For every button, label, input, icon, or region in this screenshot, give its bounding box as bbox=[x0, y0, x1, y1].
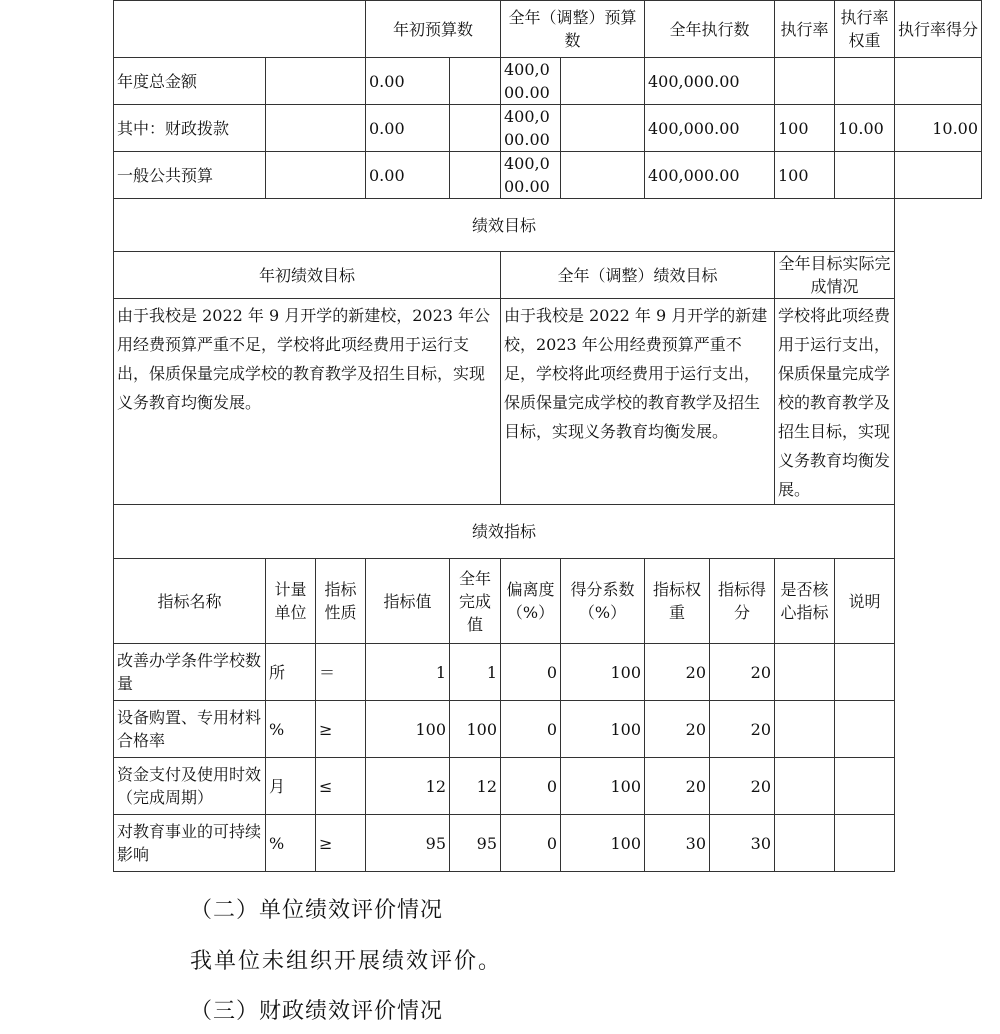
initial-value: 0.00 bbox=[366, 58, 450, 105]
indicator-row bbox=[114, 815, 982, 872]
col-header-done: 全年完成值 bbox=[450, 559, 501, 644]
indicator-name: 改善办学条件学校数量 bbox=[114, 644, 266, 701]
budget-header-row bbox=[114, 1, 982, 58]
adjusted-goal-text: 由于我校是 2022 年 9 月开学的新建校，2023 年公用经费预算严重不足，学校将此项经费用于运行支出，保质保量完成学校的教育教学及招生目标，实现义务教育均衡发展。 bbox=[501, 299, 775, 505]
col-header-nature: 指标性质 bbox=[316, 559, 366, 644]
budget-row bbox=[114, 105, 982, 152]
goals-title: 绩效目标 bbox=[114, 199, 895, 252]
indicator-core bbox=[775, 815, 835, 872]
empty-cell bbox=[266, 58, 366, 105]
empty-cell bbox=[561, 105, 645, 152]
indicator-target: 95 bbox=[366, 815, 450, 872]
indicator-score: 20 bbox=[710, 758, 775, 815]
indicator-target: 100 bbox=[366, 701, 450, 758]
indicator-name: 对教育事业的可持续影响 bbox=[114, 815, 266, 872]
indicator-deviation: 0 bbox=[501, 644, 561, 701]
empty-cell bbox=[450, 152, 501, 199]
score-value: 10.00 bbox=[895, 105, 982, 152]
empty-cell bbox=[266, 152, 366, 199]
indicator-coefficient: 100 bbox=[561, 644, 645, 701]
weight-value bbox=[835, 58, 895, 105]
empty-cell bbox=[561, 58, 645, 105]
indicator-deviation: 0 bbox=[501, 815, 561, 872]
empty-cell bbox=[450, 58, 501, 105]
indicator-row bbox=[114, 644, 982, 701]
goals-header-row bbox=[114, 252, 982, 299]
indicator-coefficient: 100 bbox=[561, 701, 645, 758]
indicator-unit: 月 bbox=[266, 758, 316, 815]
indicator-row bbox=[114, 701, 982, 758]
executed-value: 400,000.00 bbox=[645, 105, 775, 152]
indicator-done: 12 bbox=[450, 758, 501, 815]
indicator-name: 设备购置、专用材料合格率 bbox=[114, 701, 266, 758]
indicator-row bbox=[114, 758, 982, 815]
weight-value: 10.00 bbox=[835, 105, 895, 152]
col-header-note: 说明 bbox=[835, 559, 895, 644]
section2-body: 我单位未组织开展绩效评价。 bbox=[190, 949, 503, 974]
indicator-done: 95 bbox=[450, 815, 501, 872]
indicator-note bbox=[835, 815, 895, 872]
col-header-name: 指标名称 bbox=[114, 559, 266, 644]
indicators-title-row bbox=[114, 505, 982, 559]
budget-row-label: 年度总金额 bbox=[114, 58, 266, 105]
score-value bbox=[895, 58, 982, 105]
score-value bbox=[895, 152, 982, 199]
goals-title-row bbox=[114, 199, 982, 252]
indicator-target: 12 bbox=[366, 758, 450, 815]
rate-value: 100 bbox=[775, 105, 835, 152]
indicator-note bbox=[835, 701, 895, 758]
rate-value bbox=[775, 58, 835, 105]
section3-heading: （三）财政绩效评价情况 bbox=[190, 999, 444, 1024]
indicator-core bbox=[775, 758, 835, 815]
initial-budget-header: 年初预算数 bbox=[366, 1, 501, 58]
weight-value bbox=[835, 152, 895, 199]
col-header-target: 指标值 bbox=[366, 559, 450, 644]
rate-value: 100 bbox=[775, 152, 835, 199]
actual-goal-header: 全年目标实际完成情况 bbox=[775, 252, 895, 299]
indicator-score: 30 bbox=[710, 815, 775, 872]
indicator-weight: 20 bbox=[645, 758, 710, 815]
indicator-nature: ≥ bbox=[316, 701, 366, 758]
executed-value: 400,000.00 bbox=[645, 58, 775, 105]
adjusted-goal-header: 全年（调整）绩效目标 bbox=[501, 252, 775, 299]
budget-row bbox=[114, 152, 982, 199]
initial-goal-header: 年初绩效目标 bbox=[114, 252, 501, 299]
indicator-note bbox=[835, 758, 895, 815]
adjusted-value: 400,000.00 bbox=[501, 152, 561, 199]
indicator-note bbox=[835, 644, 895, 701]
indicator-unit: % bbox=[266, 815, 316, 872]
indicator-nature: ≥ bbox=[316, 815, 366, 872]
indicator-done: 1 bbox=[450, 644, 501, 701]
empty-cell bbox=[450, 105, 501, 152]
initial-value: 0.00 bbox=[366, 105, 450, 152]
empty-cell bbox=[561, 152, 645, 199]
performance-table bbox=[113, 0, 982, 872]
empty-cell bbox=[266, 105, 366, 152]
indicator-nature: ＝ bbox=[316, 644, 366, 701]
indicator-nature: ≤ bbox=[316, 758, 366, 815]
col-header-coefficient: 得分系数（%） bbox=[561, 559, 645, 644]
executed-header: 全年执行数 bbox=[645, 1, 775, 58]
indicator-core bbox=[775, 701, 835, 758]
adjusted-budget-header: 全年（调整）预算数 bbox=[501, 1, 645, 58]
weight-header: 执行率权重 bbox=[835, 1, 895, 58]
indicator-target: 1 bbox=[366, 644, 450, 701]
indicator-score: 20 bbox=[710, 701, 775, 758]
indicator-unit: % bbox=[266, 701, 316, 758]
adjusted-value: 400,000.00 bbox=[501, 105, 561, 152]
budget-row bbox=[114, 58, 982, 105]
adjusted-value: 400,000.00 bbox=[501, 58, 561, 105]
col-header-weight: 指标权重 bbox=[645, 559, 710, 644]
col-header-core: 是否核心指标 bbox=[775, 559, 835, 644]
budget-row-label: 其中：财政拨款 bbox=[114, 105, 266, 152]
section2-heading: （二）单位绩效评价情况 bbox=[190, 898, 444, 923]
score-header: 执行率得分 bbox=[895, 1, 982, 58]
indicator-unit: 所 bbox=[266, 644, 316, 701]
rate-header: 执行率 bbox=[775, 1, 835, 58]
indicator-score: 20 bbox=[710, 644, 775, 701]
goals-text-row bbox=[114, 299, 982, 505]
indicator-weight: 20 bbox=[645, 644, 710, 701]
blank-header-cell bbox=[114, 1, 366, 58]
actual-goal-text: 学校将此项经费用于运行支出，保质保量完成学校的教育教学及招生目标，实现义务教育均衡发展。 bbox=[775, 299, 895, 505]
indicator-deviation: 0 bbox=[501, 758, 561, 815]
indicator-done: 100 bbox=[450, 701, 501, 758]
budget-row-label: 一般公共预算 bbox=[114, 152, 266, 199]
col-header-score: 指标得分 bbox=[710, 559, 775, 644]
indicator-coefficient: 100 bbox=[561, 758, 645, 815]
indicator-coefficient: 100 bbox=[561, 815, 645, 872]
initial-value: 0.00 bbox=[366, 152, 450, 199]
indicator-weight: 20 bbox=[645, 701, 710, 758]
indicator-core bbox=[775, 644, 835, 701]
executed-value: 400,000.00 bbox=[645, 152, 775, 199]
col-header-deviation: 偏离度（%） bbox=[501, 559, 561, 644]
indicators-title: 绩效指标 bbox=[114, 505, 895, 559]
indicator-name: 资金支付及使用时效（完成周期） bbox=[114, 758, 266, 815]
indicator-deviation: 0 bbox=[501, 701, 561, 758]
initial-goal-text: 由于我校是 2022 年 9 月开学的新建校，2023 年公用经费预算严重不足，学校将此项经费用于运行支出，保质保量完成学校的教育教学及招生目标，实现义务教育均衡发展。 bbox=[114, 299, 501, 505]
col-header-unit: 计量单位 bbox=[266, 559, 316, 644]
indicators-header-row bbox=[114, 559, 982, 644]
indicator-weight: 30 bbox=[645, 815, 710, 872]
